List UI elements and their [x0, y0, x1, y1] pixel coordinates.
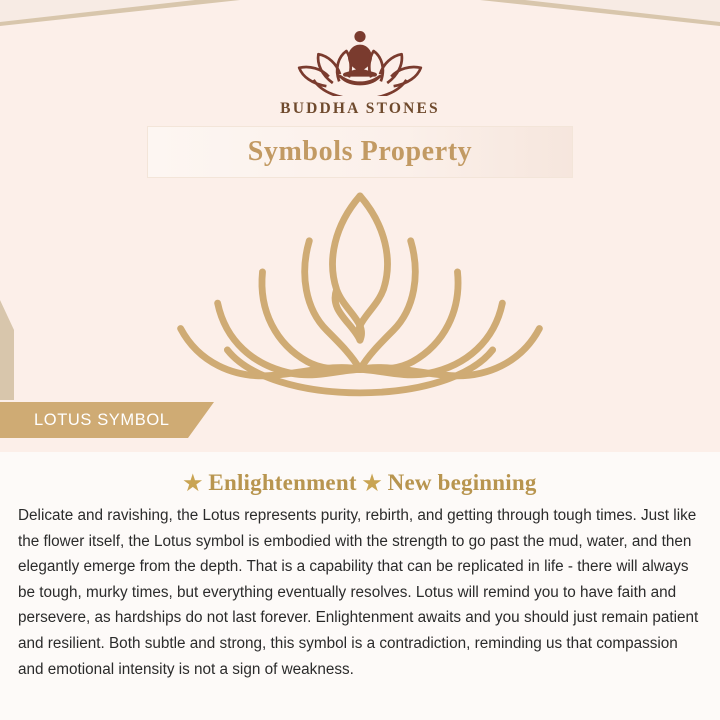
title-banner	[148, 127, 572, 177]
ribbon-tail	[188, 402, 214, 438]
brand-name: BUDDHA STONES	[280, 100, 440, 117]
ribbon-label: LOTUS SYMBOL	[34, 410, 170, 429]
page-title: Symbols Property	[247, 136, 473, 167]
section-ribbon	[0, 402, 214, 438]
content-headline	[0, 470, 720, 496]
lotus-flower-icon	[165, 182, 555, 397]
corner-decoration-top-left-inner	[0, 0, 195, 22]
description-paragraph: Delicate and ravishing, the Lotus represents purity, rebirth, and getting through tough times. Just like the flower itself, the Lotus symbol is embodied with the strength to go past the mud, water, and then elegantly emerge from the depth. That is a capability that can be replicated in life - there will always be tough, murky times, but everything eventually resolves. Lotus will remind you to have faith and persevere, as hardships do not last forever. Enlightenment awaits and you should just remain patient and resilient. Both subtle and strong, this symbol is a contradiction, reminding us that compassion and emotional intensity is not a sign of weakness.	[18, 507, 699, 678]
lotus-meditation-figure-icon	[280, 22, 440, 96]
edge-decoration-left	[0, 330, 14, 400]
ribbon-body	[0, 402, 188, 438]
brand-logo	[0, 22, 720, 118]
star-icon-left: ★	[183, 471, 203, 495]
headline-text-secondary: New beginning	[387, 470, 537, 495]
star-icon-middle: ★	[362, 471, 382, 495]
corner-decoration-top-right-inner	[525, 0, 720, 22]
headline-text-primary: Enlightenment	[208, 470, 357, 495]
hero-lotus	[0, 182, 720, 397]
